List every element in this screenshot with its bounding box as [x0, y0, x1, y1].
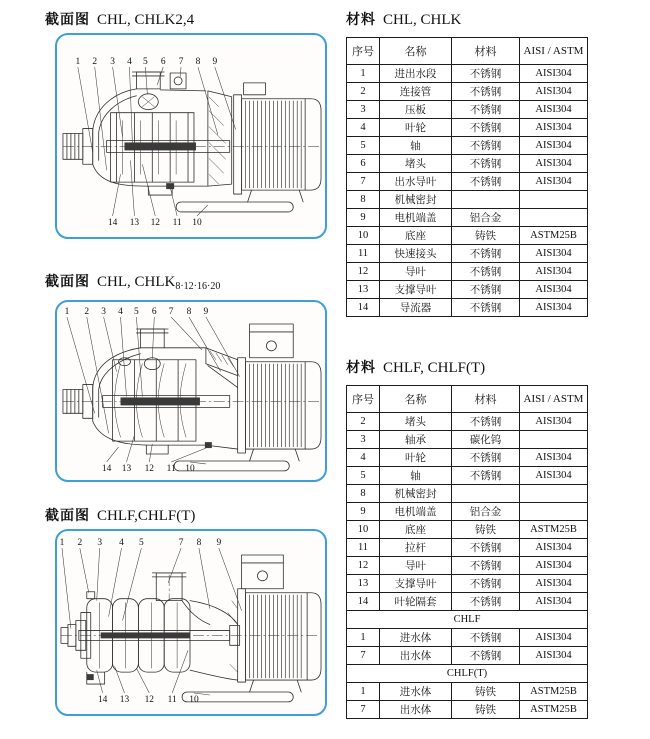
table-cell: 3	[347, 431, 380, 449]
table-cell: AISI304	[520, 173, 588, 191]
callout-6: 6	[160, 57, 166, 68]
diagram1-title	[45, 10, 327, 29]
table-cell: 1	[347, 65, 380, 83]
table-cell: ASTM25B	[520, 521, 588, 539]
materials-table-chlf	[346, 385, 588, 719]
callout-10: 10	[185, 463, 195, 474]
table-row	[347, 485, 588, 503]
callout-13: 13	[129, 217, 140, 228]
table-cell: 不锈钢	[452, 575, 520, 593]
callout-2: 2	[84, 307, 90, 318]
callout-3: 3	[101, 307, 107, 318]
table-cell: 机械密封	[380, 485, 452, 503]
callout-8: 8	[196, 538, 202, 549]
callout-7: 7	[178, 538, 184, 549]
table-cell: 不锈钢	[452, 155, 520, 173]
table-cell: 叶轮	[380, 449, 452, 467]
motor-bracket	[208, 91, 232, 186]
callout-numbers	[65, 307, 209, 474]
motor-lifting-lug	[244, 83, 266, 95]
table-cell: 不锈钢	[452, 83, 520, 101]
pump-shaft	[107, 140, 230, 152]
table-cell: AISI304	[520, 575, 588, 593]
table-cell: 1	[347, 629, 380, 647]
table-group-row	[347, 611, 588, 629]
callout-8: 8	[186, 307, 192, 318]
table-cell: 堵头	[380, 155, 452, 173]
table-row	[347, 467, 588, 485]
table-row	[347, 65, 588, 83]
table-cell: 铸铁	[452, 227, 520, 245]
table-cell: 13	[347, 575, 380, 593]
table-row	[347, 593, 588, 611]
table-cell: 铸铁	[452, 683, 520, 701]
table-row	[347, 191, 588, 209]
table-row	[347, 137, 588, 155]
table2-title	[346, 358, 588, 377]
table-cell: 底座	[380, 227, 452, 245]
table-cell: 7	[347, 647, 380, 665]
table-cell: 压板	[380, 101, 452, 119]
table-cell: 出水体	[380, 647, 452, 665]
table-cell: AISI304	[520, 119, 588, 137]
table-cell: 进出水段	[380, 65, 452, 83]
diagram1-frame	[55, 33, 327, 239]
callout-leaders-top	[62, 548, 242, 628]
callout-9: 9	[212, 57, 218, 68]
diagram2-title-model: CHL, CHLK	[97, 274, 176, 290]
callout-4: 4	[118, 307, 123, 318]
callout-2: 2	[77, 538, 83, 549]
materials-table-chl-chlk	[346, 37, 588, 317]
table-header-row	[347, 386, 588, 413]
table-cell: 不锈钢	[452, 629, 520, 647]
top-bolt	[87, 592, 95, 599]
callout-14: 14	[97, 694, 108, 705]
callout-3: 3	[110, 57, 115, 68]
table-cell	[452, 485, 520, 503]
section-diagram-chl-chlk8-20	[45, 272, 327, 482]
table-cell: AISI304	[520, 101, 588, 119]
table-cell: 9	[347, 209, 380, 227]
table-cell: AISI304	[520, 467, 588, 485]
callout-7: 7	[168, 307, 174, 318]
col-header-material: 材料	[452, 38, 520, 65]
col-header-name: 名称	[380, 386, 452, 413]
table-cell: 9	[347, 503, 380, 521]
table-cell: 10	[347, 521, 380, 539]
col-header-aisi-astm: AISI / ASTM	[520, 38, 588, 65]
quick-connector	[170, 73, 186, 89]
table-cell: 进水体	[380, 683, 452, 701]
drain-plug	[205, 442, 212, 448]
table-row	[347, 521, 588, 539]
table-cell	[520, 191, 588, 209]
diagram2-title-prefix: 截面图	[45, 273, 90, 289]
diagram1-title-model: CHL, CHLK2,4	[97, 12, 195, 28]
table-cell: 出水体	[380, 701, 452, 719]
callout-numbers	[60, 538, 222, 705]
table-cell: 不锈钢	[452, 557, 520, 575]
diagram2-title	[45, 272, 327, 296]
table-cell: 不锈钢	[452, 137, 520, 155]
table-cell: 铝合金	[452, 503, 520, 521]
pump-cross-section-chl-chlk24	[57, 35, 325, 237]
table-cell: ASTM25B	[520, 701, 588, 719]
col-header-no: 序号	[347, 38, 380, 65]
table-cell: AISI304	[520, 299, 588, 317]
pump-cross-section-chl-chlk8-20	[57, 302, 325, 480]
table-cell: 13	[347, 281, 380, 299]
callout-4: 4	[127, 57, 132, 68]
table-cell: 不锈钢	[452, 467, 520, 485]
table-cell: AISI304	[520, 647, 588, 665]
table-cell: 不锈钢	[452, 299, 520, 317]
table-row	[347, 227, 588, 245]
table-row	[347, 629, 588, 647]
pump-casing	[93, 348, 208, 445]
table-cell: 进水体	[380, 629, 452, 647]
table-cell: 6	[347, 155, 380, 173]
table-row	[347, 299, 588, 317]
callout-leaders-bottom	[113, 160, 208, 216]
table-cell: 不锈钢	[452, 65, 520, 83]
table-cell: AISI304	[520, 593, 588, 611]
table-cell: 11	[347, 539, 380, 557]
table-row	[347, 281, 588, 299]
table-cell: 5	[347, 137, 380, 155]
table-cell: 2	[347, 413, 380, 431]
table-cell: 导叶	[380, 557, 452, 575]
table-cell: AISI304	[520, 629, 588, 647]
section-diagram-chl-chlk24	[45, 10, 327, 239]
table-cell: AISI304	[520, 539, 588, 557]
table-row	[347, 119, 588, 137]
callout-6: 6	[151, 307, 157, 318]
table-cell: ASTM25B	[520, 227, 588, 245]
diagram1-title-prefix: 截面图	[45, 11, 90, 27]
callout-11: 11	[167, 694, 177, 705]
table-cell: 不锈钢	[452, 245, 520, 263]
terminal-box	[242, 555, 284, 589]
table-cell: AISI304	[520, 557, 588, 575]
table-row	[347, 245, 588, 263]
table-cell	[520, 431, 588, 449]
table-cell: 4	[347, 119, 380, 137]
table-cell: 铸铁	[452, 521, 520, 539]
callout-12: 12	[144, 694, 155, 705]
table-row	[347, 173, 588, 191]
table-cell: 7	[347, 173, 380, 191]
table-cell: 11	[347, 245, 380, 263]
table-cell: AISI304	[520, 245, 588, 263]
section-materials-chl-chlk	[346, 10, 588, 317]
table-cell: AISI304	[520, 137, 588, 155]
diagram3-title-prefix: 截面图	[45, 507, 90, 523]
table-cell: 叶轮隔套	[380, 593, 452, 611]
motor-bracket	[205, 348, 238, 449]
table-row	[347, 209, 588, 227]
callout-leaders-top	[78, 67, 236, 170]
table-cell: 碳化钨	[452, 431, 520, 449]
table-cell: AISI304	[520, 83, 588, 101]
callout-5: 5	[134, 307, 139, 318]
table2-title-prefix: 材料	[346, 359, 376, 375]
table-cell: 12	[347, 263, 380, 281]
table-cell: 底座	[380, 521, 452, 539]
callout-4: 4	[119, 538, 124, 549]
table2-title-model: CHLF, CHLF(T)	[383, 360, 486, 376]
table-cell: 1	[347, 683, 380, 701]
table-cell: 导流器	[380, 299, 452, 317]
table-cell: 不锈钢	[452, 173, 520, 191]
table-cell: AISI304	[520, 65, 588, 83]
table-cell: 不锈钢	[452, 647, 520, 665]
callout-1: 1	[75, 57, 81, 68]
callout-11: 11	[172, 217, 182, 228]
table-cell: 轴	[380, 137, 452, 155]
table-cell: 10	[347, 227, 380, 245]
table-cell: 连接管	[380, 83, 452, 101]
table-cell	[520, 209, 588, 227]
callout-13: 13	[121, 463, 132, 474]
table-row	[347, 263, 588, 281]
table-cell: 不锈钢	[452, 593, 520, 611]
section-diagram-chlf	[45, 506, 327, 716]
table-row	[347, 155, 588, 173]
callout-11: 11	[166, 463, 176, 474]
col-header-no: 序号	[347, 386, 380, 413]
table-cell: AISI304	[520, 449, 588, 467]
callout-9: 9	[216, 538, 222, 549]
table-row	[347, 539, 588, 557]
table-row	[347, 701, 588, 719]
table-row	[347, 557, 588, 575]
table-row	[347, 503, 588, 521]
table-cell: 叶轮	[380, 119, 452, 137]
callout-9: 9	[203, 307, 209, 318]
table-cell: AISI304	[520, 413, 588, 431]
diagram3-title-model: CHLF,CHLF(T)	[97, 508, 196, 524]
col-header-material: 材料	[452, 386, 520, 413]
callout-10: 10	[189, 694, 199, 705]
table-cell: 14	[347, 299, 380, 317]
table1-title-prefix: 材料	[346, 11, 376, 27]
table-cell: 电机端盖	[380, 503, 452, 521]
table-row	[347, 449, 588, 467]
motor	[238, 555, 321, 682]
table-cell: 4	[347, 449, 380, 467]
callout-12: 12	[150, 217, 160, 228]
table-row	[347, 431, 588, 449]
table-cell: 铝合金	[452, 209, 520, 227]
callout-8: 8	[195, 57, 201, 68]
table-row	[347, 647, 588, 665]
diagram3-title	[45, 506, 327, 525]
table-cell: 支撑导叶	[380, 575, 452, 593]
group-label: CHLF	[347, 611, 588, 629]
table-cell: 2	[347, 83, 380, 101]
table-cell: 3	[347, 101, 380, 119]
callout-10: 10	[192, 217, 202, 228]
callout-7: 7	[178, 57, 184, 68]
group-label: CHLF(T)	[347, 665, 588, 683]
table-cell: 堵头	[380, 413, 452, 431]
table-cell: 不锈钢	[452, 101, 520, 119]
col-header-aisi-astm: AISI / ASTM	[520, 386, 588, 413]
callout-2: 2	[92, 57, 98, 68]
table-cell: 导叶	[380, 263, 452, 281]
callout-14: 14	[107, 217, 118, 228]
table-cell: 快速接头	[380, 245, 452, 263]
callout-14: 14	[101, 463, 112, 474]
table-cell: 轴	[380, 467, 452, 485]
callout-12: 12	[144, 463, 155, 474]
table-group-row	[347, 665, 588, 683]
table-cell: AISI304	[520, 281, 588, 299]
table-cell	[520, 485, 588, 503]
table-cell: 铸铁	[452, 701, 520, 719]
table-cell: AISI304	[520, 155, 588, 173]
table-cell: 8	[347, 191, 380, 209]
table-row	[347, 413, 588, 431]
table-row	[347, 575, 588, 593]
callout-5: 5	[142, 57, 148, 68]
section-materials-chlf	[346, 358, 588, 719]
base-frame	[148, 183, 303, 212]
motor	[234, 83, 321, 194]
table-cell: 不锈钢	[452, 413, 520, 431]
terminal-box	[250, 324, 294, 358]
motor	[238, 324, 321, 453]
table-cell: 轴承	[380, 431, 452, 449]
table1-title	[346, 10, 588, 29]
table-header-row	[347, 38, 588, 65]
table-cell: 出水导叶	[380, 173, 452, 191]
drain-plug	[87, 674, 94, 680]
table-cell	[520, 503, 588, 521]
table-row	[347, 83, 588, 101]
table-cell: 8	[347, 485, 380, 503]
table-cell: 不锈钢	[452, 263, 520, 281]
table1-title-model: CHL, CHLK	[383, 12, 462, 28]
callout-1: 1	[59, 538, 65, 549]
callout-5: 5	[139, 538, 144, 549]
table-cell: 不锈钢	[452, 449, 520, 467]
table-cell	[452, 191, 520, 209]
table-cell: 不锈钢	[452, 119, 520, 137]
table-cell: 12	[347, 557, 380, 575]
table-cell: AISI304	[520, 263, 588, 281]
table-cell: 不锈钢	[452, 281, 520, 299]
table-cell: ASTM25B	[520, 683, 588, 701]
table-cell: 机械密封	[380, 191, 452, 209]
table-cell: 不锈钢	[452, 539, 520, 557]
table-cell: 电机端盖	[380, 209, 452, 227]
table-row	[347, 683, 588, 701]
diagram3-frame	[55, 529, 327, 716]
callout-3: 3	[97, 538, 103, 549]
table-cell: 7	[347, 701, 380, 719]
callout-13: 13	[119, 694, 130, 705]
table-cell: 拉杆	[380, 539, 452, 557]
table-row	[347, 101, 588, 119]
callout-1: 1	[64, 307, 70, 318]
table-cell: 支撑导叶	[380, 281, 452, 299]
diagram2-title-sizes: 8·12·16·20	[175, 281, 221, 292]
callout-leaders-bottom	[97, 650, 210, 695]
table-cell: 14	[347, 593, 380, 611]
col-header-name: 名称	[380, 38, 452, 65]
discharge-port	[136, 329, 168, 370]
diagram2-frame	[55, 300, 327, 482]
table-cell: 5	[347, 467, 380, 485]
pump-cross-section-chlf	[57, 531, 325, 714]
